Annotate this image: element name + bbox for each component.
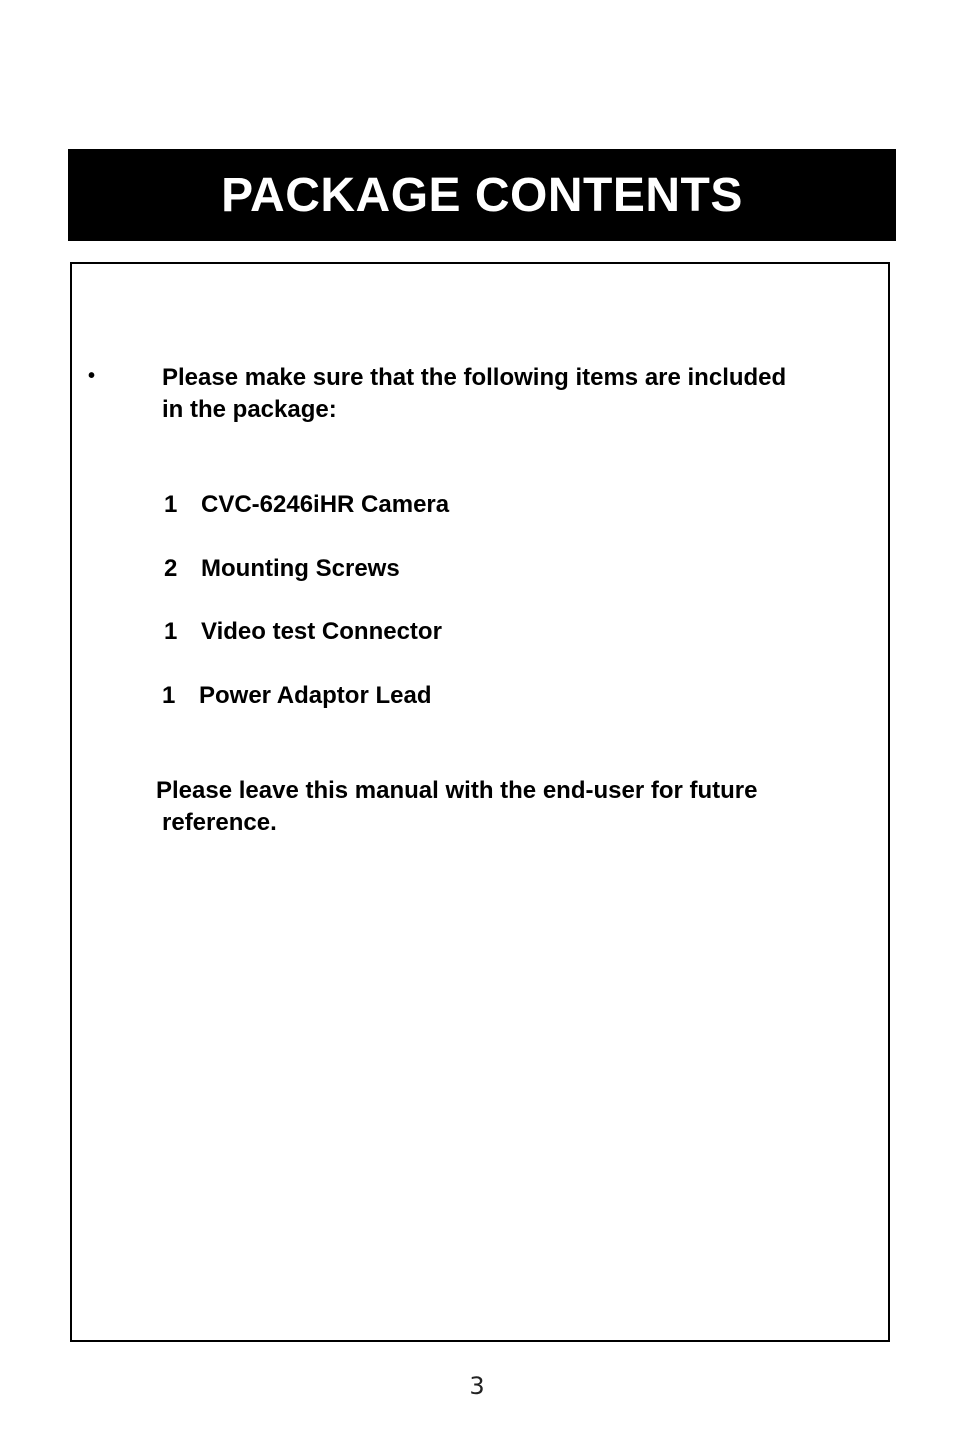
package-item: [164, 553, 400, 585]
intro-paragraph: [162, 362, 862, 426]
note-paragraph: [156, 775, 856, 839]
note-line-2: reference.: [162, 809, 277, 836]
item-name: Power Adaptor Lead: [199, 682, 432, 709]
item-name: Video test Connector: [201, 618, 442, 645]
item-name: Mounting Screws: [201, 555, 400, 582]
item-quantity: 1: [164, 491, 178, 518]
item-name: CVC-6246iHR Camera: [201, 491, 450, 518]
title-banner: [68, 149, 896, 241]
bullet-icon: •: [88, 365, 96, 387]
page-number: 3: [469, 1372, 485, 1400]
intro-line-2: in the package:: [162, 396, 337, 423]
item-quantity: 2: [164, 555, 178, 582]
item-quantity: 1: [162, 682, 176, 709]
package-item: [164, 489, 449, 521]
note-line-1: Please leave this manual with the end-user for future: [156, 777, 758, 804]
intro-line-1: Please make sure that the following items are included: [162, 364, 787, 391]
package-item: [164, 616, 442, 648]
item-quantity: 1: [164, 618, 178, 645]
package-item: [162, 680, 431, 712]
page-title: PACKAGE CONTENTS: [221, 168, 743, 222]
